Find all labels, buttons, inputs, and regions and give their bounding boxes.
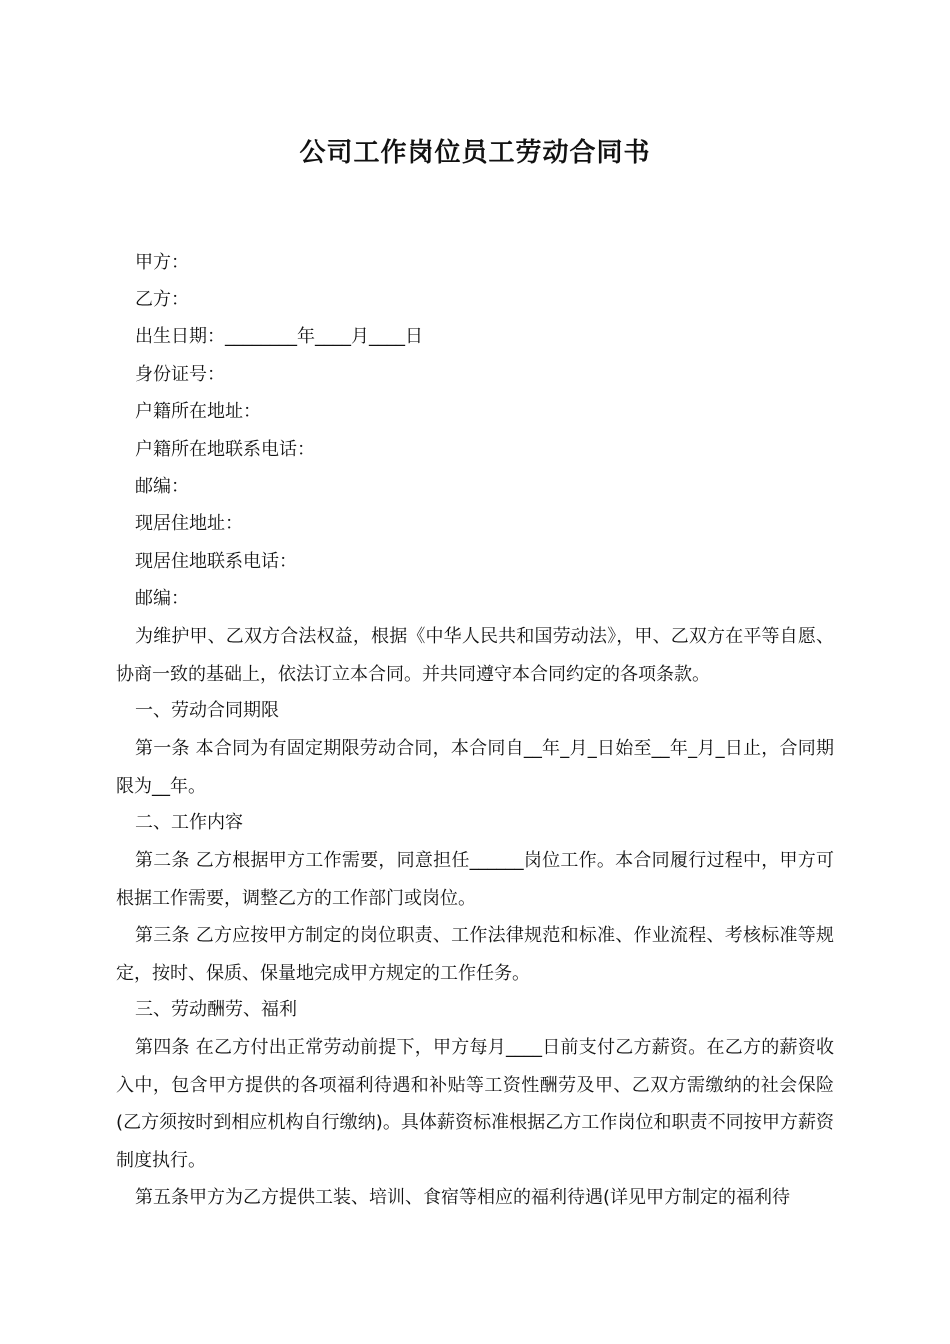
article-1: 第一条 本合同为有固定期限劳动合同，本合同自__年_月_日始至__年_月_日止，合同期限为__年。 bbox=[116, 738, 834, 797]
section-heading-pay: 三、劳动酬劳、福利 bbox=[135, 999, 297, 1020]
field-postcode-2: 邮编： bbox=[135, 588, 189, 609]
article-4: 第四条 在乙方付出正常劳动前提下，甲方每月____日前支付乙方薪资。在乙方的薪资收入中，包含甲方提供的各项福利待遇和补贴等工资性酬劳及甲、乙双方需缴纳的社会保险(乙方须按时到相应机构自行缴纳)。具体薪资标准根据乙方工作岗位和职责不同按甲方薪资制度执行。 bbox=[116, 1037, 834, 1171]
document-title: 公司工作岗位员工劳动合同书 bbox=[299, 138, 651, 168]
section-heading-term: 一、劳动合同期限 bbox=[135, 700, 279, 721]
preamble-paragraph: 为维护甲、乙双方合法权益，根据《中华人民共和国劳动法》，甲、乙双方在平等自愿、协商一致的基础上，依法订立本合同。并共同遵守本合同约定的各项条款。 bbox=[116, 626, 834, 685]
article-2: 第二条 乙方根据甲方工作需要，同意担任______岗位工作。本合同履行过程中，甲方可根据工作需要，调整乙方的工作部门或岗位。 bbox=[116, 850, 834, 909]
field-birth-date: 出生日期：________年____月____日 bbox=[135, 326, 423, 347]
section-heading-work: 二、工作内容 bbox=[135, 812, 243, 833]
field-current-phone: 现居住地联系电话： bbox=[135, 551, 297, 572]
field-household-phone: 户籍所在地联系电话： bbox=[135, 439, 315, 460]
field-postcode-1: 邮编： bbox=[135, 476, 189, 497]
field-id-number: 身份证号： bbox=[135, 364, 225, 385]
field-current-address: 现居住地址： bbox=[135, 513, 243, 534]
article-3: 第三条 乙方应按甲方制定的岗位职责、工作法律规范和标准、作业流程、考核标准等规定，按时、保质、保量地完成甲方规定的工作任务。 bbox=[116, 925, 834, 984]
field-party-b: 乙方： bbox=[135, 289, 189, 310]
field-household-address: 户籍所在地址： bbox=[135, 401, 261, 422]
article-5: 第五条甲方为乙方提供工装、培训、食宿等相应的福利待遇(详见甲方制定的福利待 bbox=[135, 1187, 791, 1208]
field-party-a: 甲方： bbox=[135, 252, 189, 273]
